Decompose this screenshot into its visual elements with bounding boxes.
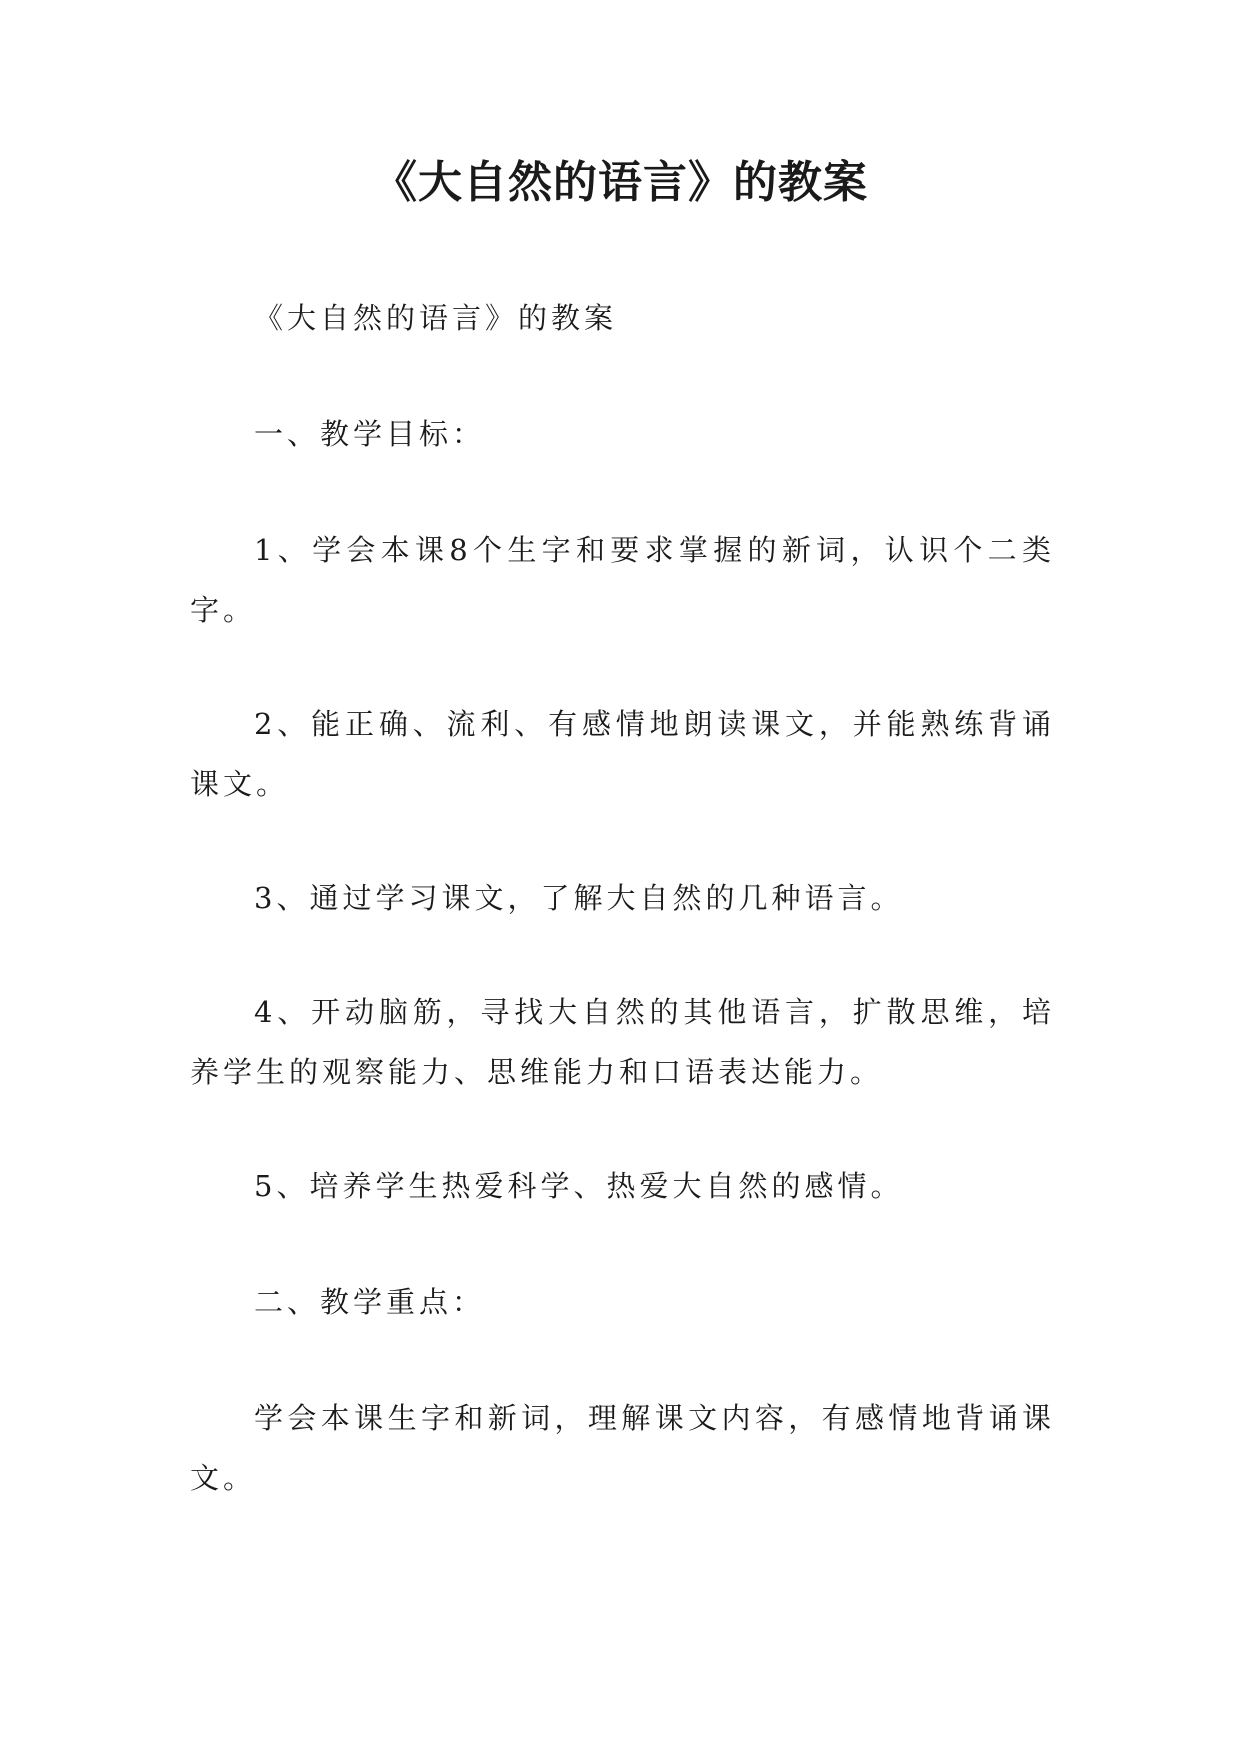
objective-item-5: 5、培养学生热爱科学、热爱大自然的感情。 <box>254 1169 904 1203</box>
objective-item-1: 1、学会本课8个生字和要求掌握的新词，认识个二类字。 <box>190 533 1055 627</box>
objective-item-3: 3、通过学习课文，了解大自然的几种语言。 <box>254 881 904 915</box>
section-heading-objectives: 一、教学目标： <box>254 417 486 451</box>
subtitle-paragraph: 《大自然的语言》的教案 <box>254 301 618 335</box>
objective-item-2: 2、能正确、流利、有感情地朗读课文，并能熟练背诵课文。 <box>190 707 1055 801</box>
key-points-paragraph: 学会本课生字和新词，理解课文内容，有感情地背诵课文。 <box>190 1401 1055 1495</box>
section-heading-key-points: 二、教学重点： <box>254 1285 486 1319</box>
objective-item-4: 4、开动脑筋，寻找大自然的其他语言，扩散思维，培养学生的观察能力、思维能力和口语表达能力。 <box>190 995 1055 1089</box>
document-title: 《大自然的语言》的教案 <box>373 157 868 208</box>
